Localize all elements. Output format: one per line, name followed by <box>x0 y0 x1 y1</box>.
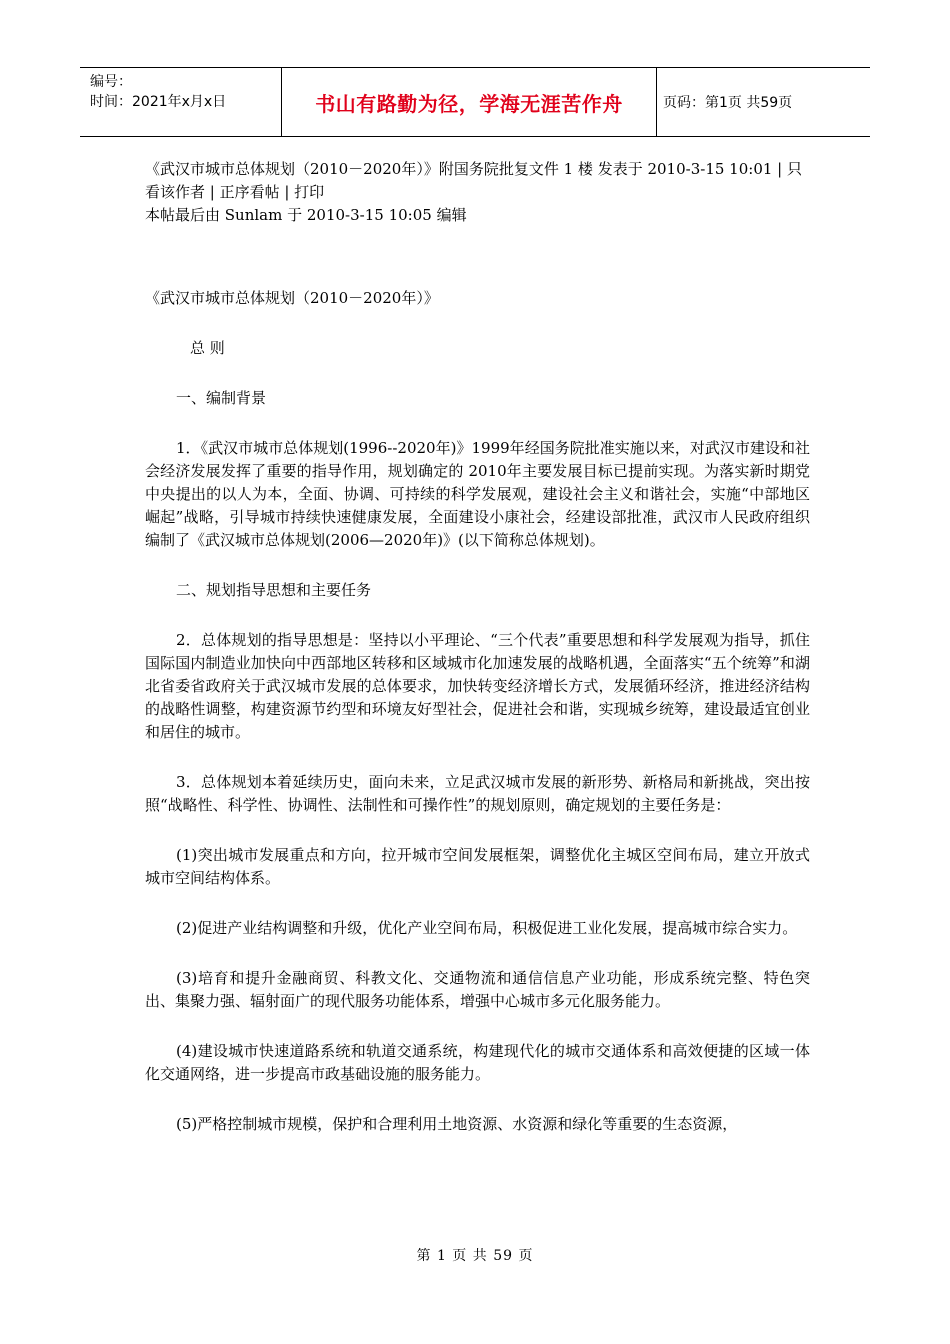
list-item-3: (3)培育和提升金融商贸、科教文化、交通物流和通信信息产业功能，形成系统完整、特色突出、集聚力强、辐射面广的现代服务功能体系，增强中心城市多元化服务能力。 <box>145 969 810 1010</box>
header-motto: 书山有路勤为径，学海无涯苦作舟 <box>315 91 623 116</box>
list-item-4: (4)建设城市快速道路系统和轨道交通系统，构建现代化的城市交通体系和高效便捷的区域一体化交通网络，进一步提高市政基础设施的服务能力。 <box>145 1042 810 1083</box>
paragraph-3: 3．总体规划本着延续历史，面向未来，立足武汉城市发展的新形势、新格局和新挑战，突出按照“战略性、科学性、协调性、法制性和可操作性”的规划原则，确定规划的主要任务是： <box>145 773 810 814</box>
header-page-info: 页码：第1页 共59页 <box>663 95 793 111</box>
page-footer: 第 1 页 共 59 页 <box>416 1248 534 1264</box>
document-title: 《武汉市城市总体规划（2010－2020年）》 <box>145 289 439 307</box>
section-heading-1: 一、编制背景 <box>176 389 267 407</box>
list-item-2: (2)促进产业结构调整和升级，优化产业空间布局，积极促进工业化发展，提高城市综合实力。 <box>176 919 798 937</box>
header-motto-cell <box>281 68 657 136</box>
post-meta-line: 《武汉市城市总体规划（2010－2020年）》附国务院批复文件 1 楼 发表于 2010-3-15 10:01 | 只看该作者 | 正序看帖 | 打印 <box>145 160 802 201</box>
header-left <box>80 68 281 136</box>
code-label: 编号： <box>90 74 132 90</box>
list-item-1: (1)突出城市发展重点和方向，拉开城市空间发展框架，调整优化主城区空间布局，建立开放式城市空间结构体系。 <box>145 846 810 887</box>
document-body <box>145 158 810 1136</box>
paragraph-2: 2．总体规划的指导思想是：坚持以小平理论、“三个代表”重要思想和科学发展观为指导，抓住国际国内制造业加快向中西部地区转移和区域城市化加速发展的战略机遇，全面落实“五个统筹”和湖北省委省政府关于武汉城市发展的总体要求，加快转变经济增长方式，发展循环经济，推进经济结构的战略性调整，构建资源节约型和环境友好型社会，促进社会和谐，实现城乡统筹，建设最适宜创业和居住的城市。 <box>145 631 810 741</box>
paragraph-1: 1．《武汉市城市总体规划(1996--2020年)》1999年经国务院批准实施以来，对武汉市建设和社会经济发展发挥了重要的指导作用，规划确定的 2010年主要发展目标已提前实现。为落实新时期党中央提出的以人为本，全面、协调、可持续的科学发展观，建设社会主义和谐社会，实施“中部地区崛起”战略，引导城市持续快速健康发展，全面建设小康社会，经建设部批准，武汉市人民政府组织编制了《武汉城市总体规划(2006—2020年)》(以下简称总体规划)。 <box>145 439 810 549</box>
section-heading-2: 二、规划指导思想和主要任务 <box>176 581 372 599</box>
general-heading: 总 则 <box>190 339 225 357</box>
list-item-5: (5)严格控制城市规模，保护和合理利用土地资源、水资源和绿化等重要的生态资源， <box>176 1115 738 1133</box>
edit-note: 本帖最后由 Sunlam 于 2010-3-15 10:05 编辑 <box>145 206 467 224</box>
time-label: 时间：2021年x月x日 <box>90 94 227 110</box>
page-header <box>80 67 870 137</box>
